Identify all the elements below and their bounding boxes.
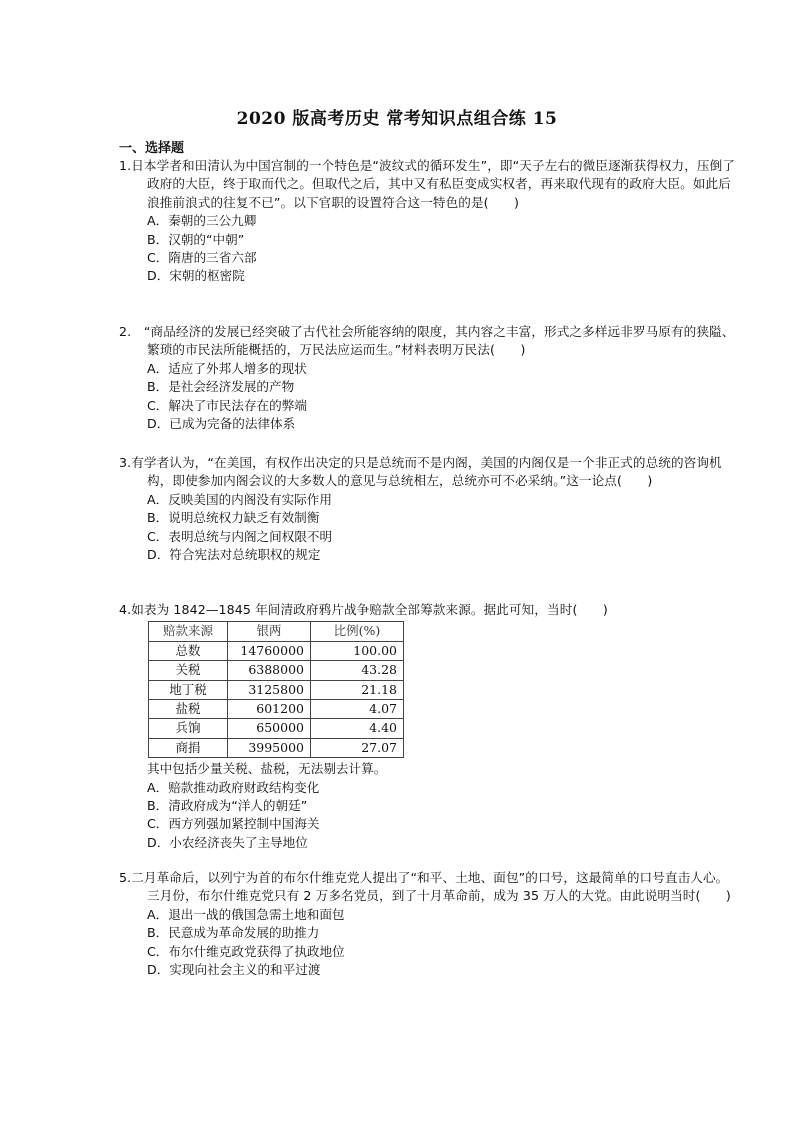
table-cell: 100.00 [311, 641, 404, 660]
table-header-cell: 银两 [228, 622, 311, 641]
table-row [149, 700, 404, 719]
table-row [149, 738, 404, 757]
indemnity-table [148, 621, 404, 758]
option-d: D．符合宪法对总统职权的规定 [147, 547, 321, 563]
table-cell: 6388000 [228, 661, 311, 680]
option-a: A．反映美国的内阁没有实际作用 [147, 491, 332, 507]
option-c: C．解决了市民法存在的弊端 [147, 397, 307, 413]
option-a: A．赔款推动政府财政结构变化 [147, 779, 320, 795]
question-2 [119, 323, 739, 433]
option-d: D．已成为完备的法律体系 [147, 416, 296, 432]
option-d: D．宋朝的枢密院 [147, 268, 245, 284]
question-1 [119, 157, 739, 286]
question-5 [119, 869, 739, 979]
table-cell: 601200 [228, 700, 311, 719]
option-d: D．实现向社会主义的和平过渡 [147, 962, 321, 978]
table-header-row [149, 622, 404, 641]
table-cell: 盐税 [149, 700, 228, 719]
table-row [149, 661, 404, 680]
question-stem: 3.有学者认为，“在美国，有权作出决定的只是总统而不是内阁，美国的内阁仅是一个非正式的总统的咨询机构，即使参加内阁会议的大多数人的意见与总统相左，总统亦可不必采纳。”这一论点( ) [119, 455, 722, 489]
table-cell: 兵饷 [149, 719, 228, 738]
table-cell: 43.28 [311, 661, 404, 680]
question-4 [119, 601, 739, 852]
page-title: 2020 版高考历史 常考知识点组合练 15 [236, 109, 558, 129]
table-cell: 27.07 [311, 738, 404, 757]
table-cell: 总数 [149, 641, 228, 660]
table-cell: 3995000 [228, 738, 311, 757]
option-c: C．隋唐的三省六部 [147, 250, 257, 266]
question-stem: 2. “商品经济的发展已经突破了古代社会所能容纳的限度，其内容之丰富，形式之多样远非罗马原有的狭隘、繁琐的市民法所能概括的，万民法应运而生。”材料表明万民法( ) [119, 324, 735, 358]
table-cell: 14760000 [228, 641, 311, 660]
option-d: D．小农经济丧失了主导地位 [147, 834, 308, 850]
option-c: C．表明总统与内阁之间权限不明 [147, 528, 333, 544]
option-b: B．清政府成为“洋人的朝廷” [147, 798, 308, 814]
option-a: A．退出一战的俄国急需土地和面包 [147, 906, 345, 922]
option-b: B．说明总统权力缺乏有效制衡 [147, 510, 320, 526]
table-row [149, 641, 404, 660]
option-b: B．是社会经济发展的产物 [147, 379, 295, 395]
table-cell: 关税 [149, 661, 228, 680]
section-heading: 一、选择题 [119, 141, 185, 156]
option-c: C．布尔什维克政党获得了执政地位 [147, 943, 345, 959]
option-c: C．西方列强加紧控制中国海关 [147, 816, 320, 832]
option-b: B．民意成为革命发展的助推力 [147, 925, 320, 941]
table-cell: 商捐 [149, 738, 228, 757]
table-note: 其中包括少量关税、盐税，无法剔去计算。 [147, 761, 387, 777]
option-a: A．秦朝的三公九卿 [147, 213, 257, 229]
question-stem: 5.二月革命后，以列宁为首的布尔什维克党人提出了“和平、土地、面包”的口号，这最简单的口号直击人心。三月份，布尔什维克党只有 2 万多名党员，到了十月革命前，成为 35 万人的大党。由此说明当时( ) [119, 870, 731, 904]
table-cell: 650000 [228, 719, 311, 738]
question-stem: 4.如表为 1842—1845 年间清政府鸦片战争赔款全部筹款来源。据此可知，当时( ) [119, 602, 608, 617]
table-cell: 3125800 [228, 680, 311, 699]
table-header-cell: 赔款来源 [149, 622, 228, 641]
question-3 [119, 454, 739, 564]
question-stem: 1.日本学者和田清认为中国宫制的一个特色是“波纹式的循环发生”，即“天子左右的微臣逐渐获得权力，压倒了政府的大臣，终于取而代之。但取代之后，其中又有私臣变成实权者，再来取代现有的政府大臣。如此后浪推前浪式的往复不已”。以下官职的设置符合这一特色的是( ) [119, 158, 736, 210]
table-row [149, 719, 404, 738]
option-a: A．适应了外邦人增多的现状 [147, 360, 307, 376]
table-cell: 21.18 [311, 680, 404, 699]
option-b: B．汉朝的“中朝” [147, 231, 245, 247]
table-cell: 地丁税 [149, 680, 228, 699]
table-cell: 4.40 [311, 719, 404, 738]
table-header-cell: 比例(%) [311, 622, 404, 641]
table-row [149, 680, 404, 699]
table-cell: 4.07 [311, 700, 404, 719]
